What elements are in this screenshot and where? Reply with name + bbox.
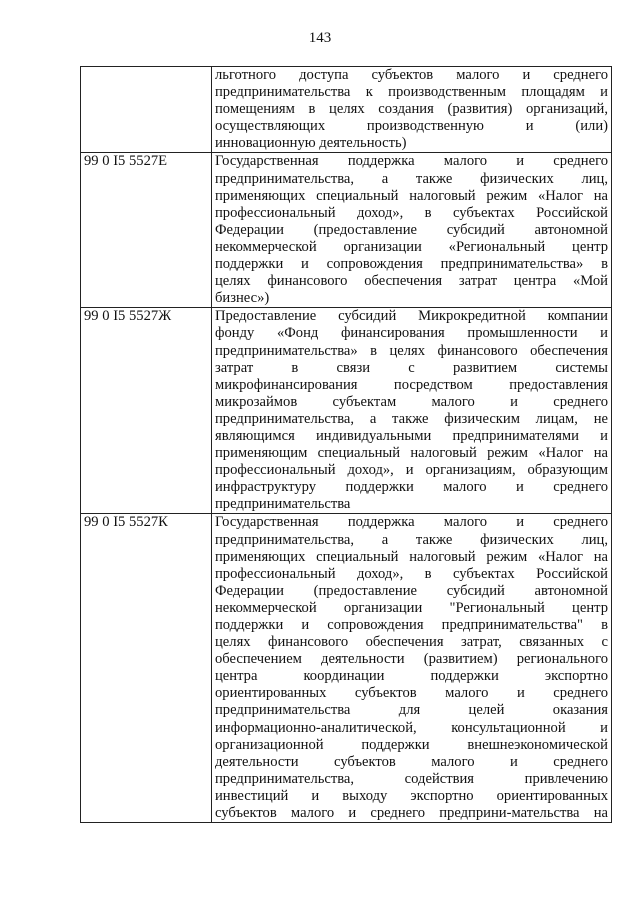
description-line: информационно-аналитической, консультационной и: [215, 719, 608, 736]
description-line: профессиональный доход», в субъектах Российской: [215, 204, 608, 221]
description-line: обеспечением деятельности (развитием) регионального: [215, 651, 608, 668]
classification-code-cell: 99 0 I5 5527К: [81, 514, 212, 823]
table-row: [81, 67, 612, 153]
description-line: некоммерческой организации «Региональный центр: [215, 238, 608, 255]
description-line: предпринимательства» в целях финансового обеспечения: [215, 342, 608, 359]
description-line: льготного доступа субъектов малого и среднего: [215, 67, 608, 83]
description-line: бизнес»): [215, 290, 270, 307]
table-row: [81, 308, 612, 514]
description-line: деятельности субъектов малого и среднего: [215, 753, 608, 770]
description-line: инфраструктуру поддержки малого и среднего: [215, 479, 608, 496]
description-line: Федерации (предоставление субсидий автономной: [215, 221, 608, 238]
description-line: Федерации (предоставление субсидий автономной: [215, 582, 608, 599]
page-number: 143: [308, 30, 332, 46]
description-line: субъектов малого и среднего предприни-мательства на: [215, 805, 608, 822]
description-line: профессиональный доход», в субъектах Российской: [215, 565, 608, 582]
description-cell: [212, 153, 612, 308]
description-line: микрозаймов субъектам малого и среднего: [215, 393, 608, 410]
description-line: целях финансового обеспечения затрат центра «Мой: [215, 273, 608, 290]
table-row: [81, 153, 612, 308]
description-line: применяющих специальный налоговый режим «Налог на: [215, 548, 608, 565]
description-line: центра координации поддержки экспортно: [215, 668, 608, 685]
description-cell: [212, 514, 612, 823]
description-line: поддержки и сопровождения предпринимательства" в: [215, 617, 608, 633]
description-line: предпринимательства: [215, 496, 351, 513]
description-line: предпринимательства, содействия привлечению: [215, 770, 608, 787]
description-line: являющимся индивидуальными предпринимателями и: [215, 427, 608, 444]
description-line: микрофинансирования посредством предоставления: [215, 376, 608, 393]
description-cell: [212, 67, 612, 153]
classification-code-cell: 99 0 I5 5527Е: [81, 153, 212, 308]
description-line: фонду «Фонд финансирования промышленности и: [215, 325, 608, 342]
description-line: некоммерческой организации "Региональный центр: [215, 599, 608, 616]
description-line: организационной поддержки внешнеэкономической: [215, 736, 608, 753]
description-line: инвестиций и выходу экспортно ориентированных: [215, 787, 608, 804]
description-line: поддержки и сопровождения предпринимательства» в: [215, 256, 608, 273]
classification-code-cell: [81, 67, 212, 153]
description-line: ориентированных субъектов малого и среднего: [215, 685, 608, 702]
description-line: Государственная поддержка малого и среднего: [215, 514, 608, 531]
description-line: помещениям в целях создания (развития) организаций,: [215, 101, 608, 118]
classification-code-cell: 99 0 I5 5527Ж: [81, 308, 212, 514]
description-line: предпринимательства к производственным площадям и: [215, 84, 608, 101]
description-line: Государственная поддержка малого и среднего: [215, 153, 608, 170]
table-row: [81, 514, 612, 823]
description-line: затрат в связи с развитием системы: [215, 359, 608, 376]
description-line: инновационную деятельность): [215, 135, 407, 152]
description-line: предпринимательства, а также физических лиц,: [215, 170, 608, 187]
budget-classification-table: [80, 66, 612, 823]
description-line: предпринимательства, а также физическим лицам, не: [215, 410, 608, 427]
description-line: целях финансового обеспечения затрат, связанных с: [215, 634, 608, 651]
description-cell: [212, 308, 612, 514]
description-line: предпринимательства, а также физических лиц,: [215, 531, 608, 548]
description-line: осуществляющих производственную и (или): [215, 118, 608, 135]
description-line: предпринимательства для целей оказания: [215, 702, 608, 719]
description-line: Предоставление субсидий Микрокредитной компании: [215, 308, 608, 325]
description-line: профессиональный доход», и организациям, образующим: [215, 462, 608, 479]
description-line: применяющим специальный налоговый режим «Налог на: [215, 445, 608, 462]
description-line: применяющих специальный налоговый режим «Налог на: [215, 187, 608, 204]
